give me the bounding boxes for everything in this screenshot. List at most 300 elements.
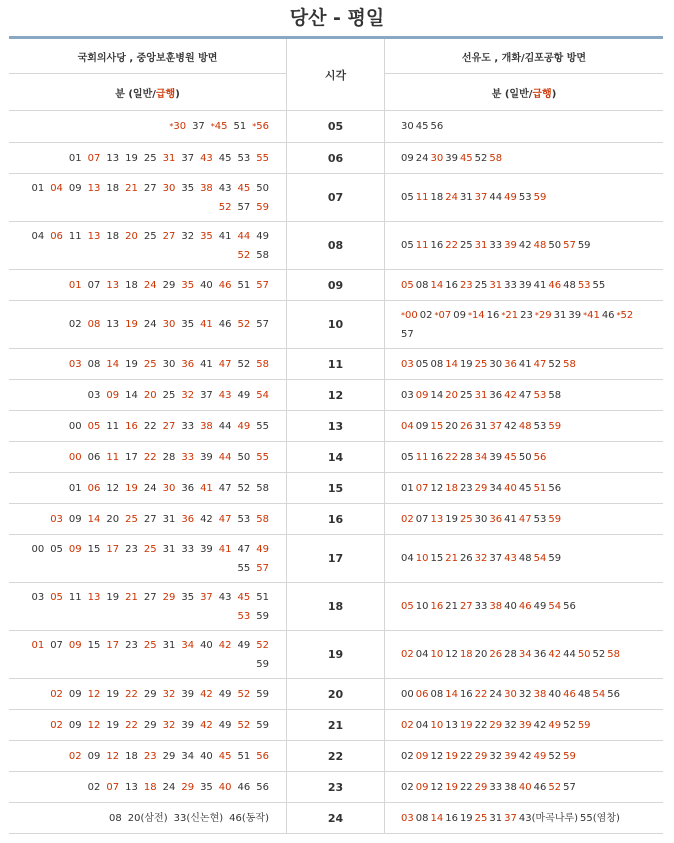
departure-minute: 18: [106, 230, 120, 242]
departure-minute: 02: [401, 513, 414, 525]
departure-minute: 49: [548, 719, 562, 731]
departure-minute: 24: [143, 279, 157, 291]
departure-minute: 13: [430, 513, 444, 525]
departure-minute: 38: [200, 182, 213, 194]
departure-minute: 39: [181, 719, 195, 731]
departure-minute: 13: [106, 279, 120, 291]
departure-minute: 59: [256, 610, 269, 622]
departure-minute: *56: [252, 121, 269, 132]
departure-minute: 39: [518, 279, 532, 291]
departure-minute: 40: [548, 688, 562, 700]
departure-minute: 05: [401, 601, 414, 612]
minute-line: [28, 246, 272, 265]
departure-minute: 37: [181, 152, 195, 164]
departure-minute: 41: [533, 279, 547, 291]
right-minutes-cell: [385, 380, 664, 411]
departure-minute: 11: [415, 240, 429, 251]
right-minutes-cell: [385, 535, 664, 583]
departure-minute: 07: [106, 781, 120, 793]
departure-minute: 29: [489, 719, 503, 731]
departure-minute: 36: [181, 482, 195, 494]
departure-minute: 08: [87, 319, 101, 330]
departure-minute: 57: [256, 279, 269, 291]
minute-line: [400, 236, 663, 255]
departure-minute: 19: [445, 513, 458, 525]
table-row: [9, 111, 663, 143]
departure-minute: 08: [430, 688, 444, 700]
departure-minute: 31: [474, 240, 488, 251]
departure-minute: 27: [143, 591, 157, 603]
departure-minute: 57: [563, 781, 576, 793]
departure-minute: 57: [256, 562, 269, 574]
table-row: [9, 583, 663, 631]
departure-minute: 36: [489, 513, 503, 525]
departure-minute: 56: [607, 688, 621, 700]
departure-minute: 04: [401, 553, 414, 564]
minute-line: [400, 549, 663, 568]
departure-minute: 42: [518, 750, 532, 762]
departure-minute: 42: [518, 240, 532, 251]
departure-minute: 19: [125, 319, 138, 330]
departure-minute: 09: [68, 182, 82, 194]
table-row: [9, 473, 663, 504]
departure-minute: 59: [548, 513, 562, 525]
departure-minute: 52: [474, 152, 488, 164]
departure-minute: 31: [474, 420, 488, 432]
departure-minute: 29: [143, 688, 157, 700]
departure-minute: 46: [563, 688, 576, 700]
departure-minute: 32: [504, 719, 517, 731]
departure-minute: 31: [162, 152, 176, 164]
departure-minute: 03: [68, 358, 82, 370]
right-minutes-cell: [385, 741, 664, 772]
departure-minute: 19: [106, 688, 120, 700]
departure-minute: 41: [200, 482, 213, 494]
departure-minute: 41: [518, 358, 532, 370]
table-row: [9, 380, 663, 411]
departure-minute: 38: [200, 420, 213, 432]
departure-minute: 59: [256, 658, 269, 670]
right-minutes-cell: [385, 222, 664, 270]
right-minute-legend: 분 (일반/급행): [385, 74, 664, 111]
departure-minute: 41: [218, 543, 232, 555]
departure-minute: 29: [162, 591, 176, 603]
departure-minute: 39: [181, 688, 195, 700]
departure-minute: 41: [200, 358, 213, 370]
departure-minute: 40: [504, 482, 517, 494]
departure-minute: 08: [415, 812, 429, 824]
departure-minute: 49: [533, 601, 547, 612]
departure-minute: 11: [68, 591, 82, 603]
departure-minute: 22: [143, 451, 157, 463]
departure-minute: 26: [489, 649, 503, 660]
departure-minute: 32: [518, 688, 532, 700]
departure-minute: 51: [533, 482, 547, 494]
departure-minute: 50: [548, 240, 562, 251]
departure-minute: 37: [489, 420, 503, 432]
departure-minute: 05: [50, 543, 63, 555]
departure-minute: 40: [200, 750, 213, 762]
departure-minute: 12: [87, 688, 101, 700]
departure-minute: 19: [106, 591, 120, 603]
departure-minute: 29: [181, 781, 195, 793]
departure-minute: 51: [233, 121, 247, 132]
minute-line: [66, 149, 272, 168]
right-direction-header: 선유도 , 개화/김포공항 방면: [385, 38, 664, 74]
departure-minute: 18: [106, 182, 120, 194]
departure-minute: 02: [401, 750, 414, 762]
hour-cell: 24: [287, 803, 385, 834]
departure-minute: 21: [445, 553, 458, 564]
departure-minute: 38: [489, 601, 503, 612]
departure-minute: 03: [401, 389, 414, 401]
departure-minute: 30: [474, 513, 488, 525]
departure-minute: 05: [50, 591, 63, 603]
departure-minute: 34: [489, 482, 503, 494]
departure-minute: 03: [401, 358, 414, 370]
departure-minute: 44: [218, 451, 232, 463]
departure-minute: 58: [607, 649, 621, 660]
minute-line: [400, 448, 663, 467]
departure-minute: 09: [87, 750, 101, 762]
minute-line: [28, 198, 272, 217]
departure-minute: 53: [533, 420, 547, 432]
departure-minute: 43: [504, 553, 517, 564]
departure-minute: 31: [489, 812, 503, 824]
departure-minute: 06: [87, 482, 101, 494]
departure-minute: 55(염창): [580, 812, 620, 824]
departure-minute: 29: [474, 781, 488, 793]
right-minutes-cell: [385, 111, 664, 143]
departure-minute: 59: [563, 750, 576, 762]
departure-minute: 37: [474, 192, 488, 203]
departure-minute: 17: [106, 639, 120, 651]
departure-minute: 30: [401, 121, 414, 132]
departure-minute: 34: [181, 750, 195, 762]
hour-cell: 09: [287, 270, 385, 301]
departure-minute: 21: [125, 182, 138, 194]
departure-minute: 47: [218, 482, 232, 494]
departure-minute: 59: [548, 420, 562, 432]
departure-minute: 19: [459, 358, 473, 370]
departure-minute: 20(삼전): [127, 812, 168, 824]
departure-minute: 59: [256, 688, 269, 700]
minute-line: [400, 597, 663, 616]
departure-minute: 48: [533, 240, 547, 251]
departure-minute: 12: [87, 719, 101, 731]
departure-minute: 52: [563, 719, 576, 731]
left-minutes-cell: [9, 803, 287, 834]
departure-minute: 52: [237, 319, 251, 330]
table-row: [9, 411, 663, 442]
departure-minute: *52: [616, 309, 634, 321]
minute-line: [47, 685, 272, 704]
minute-line: [66, 747, 272, 766]
departure-minute: 49: [237, 420, 251, 432]
departure-minute: 49: [256, 230, 269, 242]
hour-cell: 23: [287, 772, 385, 803]
minute-line: [400, 117, 663, 136]
departure-minute: 04: [401, 420, 414, 432]
departure-minute: 27: [459, 601, 473, 612]
timetable: [9, 36, 663, 834]
departure-minute: 13: [125, 781, 138, 793]
departure-minute: 00: [68, 451, 82, 463]
departure-minute: 14: [87, 513, 101, 525]
departure-minute: 23: [143, 750, 157, 762]
departure-minute: 43: [218, 182, 232, 194]
departure-minute: 37: [200, 389, 213, 401]
departure-minute: 02: [87, 781, 101, 793]
departure-minute: 42: [533, 719, 547, 731]
right-minutes-cell: [385, 504, 664, 535]
departure-minute: 42: [200, 719, 213, 731]
departure-minute: 47: [518, 389, 532, 401]
departure-minute: 45: [237, 591, 251, 603]
departure-minute: 15: [87, 543, 101, 555]
departure-minute: 19: [459, 812, 473, 824]
departure-minute: 44: [489, 192, 503, 203]
departure-minute: 20: [445, 389, 458, 401]
left-minutes-cell: [9, 504, 287, 535]
departure-minute: 48: [577, 688, 591, 700]
page-title: 당산 - 평일: [289, 7, 385, 29]
minute-line: [28, 655, 272, 674]
departure-minute: 19: [459, 719, 473, 731]
departure-minute: 33: [489, 240, 503, 251]
departure-minute: 18: [459, 649, 473, 660]
departure-minute: 17: [125, 451, 138, 463]
departure-minute: 19: [445, 781, 458, 793]
hour-cell: 06: [287, 143, 385, 174]
minute-line: [28, 607, 272, 626]
departure-minute: 08: [109, 812, 122, 824]
departure-minute: 07: [415, 513, 429, 525]
departure-minute: 02: [401, 781, 414, 793]
departure-minute: 45: [218, 750, 232, 762]
departure-minute: 31: [162, 513, 176, 525]
minute-line: [166, 117, 272, 136]
minute-line: [28, 179, 272, 198]
hour-cell: 13: [287, 411, 385, 442]
departure-minute: 53: [533, 389, 547, 401]
left-minutes-cell: [9, 222, 287, 270]
departure-minute: 42: [504, 389, 517, 401]
departure-minute: 22: [143, 420, 157, 432]
left-minute-legend: 분 (일반/급행): [9, 74, 287, 111]
departure-minute: 11: [106, 451, 120, 463]
departure-minute: 45: [237, 182, 251, 194]
left-minutes-cell: [9, 710, 287, 741]
departure-minute: 14: [430, 279, 444, 291]
departure-minute: 54: [533, 553, 547, 564]
departure-minute: 45: [459, 152, 473, 164]
departure-minute: 58: [489, 152, 503, 164]
departure-minute: 23: [520, 309, 533, 321]
departure-minute: 46: [548, 279, 562, 291]
departure-minute: 52: [237, 249, 251, 261]
minute-line: [47, 716, 272, 735]
minute-line: [47, 510, 272, 529]
departure-minute: 18: [143, 781, 157, 793]
departure-minute: 27: [162, 230, 176, 242]
departure-minute: 58: [256, 482, 269, 494]
left-minutes-cell: [9, 174, 287, 222]
departure-minute: 25: [474, 812, 488, 824]
departure-minute: 59: [577, 240, 591, 251]
departure-minute: 25: [143, 152, 157, 164]
departure-minute: 59: [533, 192, 547, 203]
hour-cell: 20: [287, 679, 385, 710]
departure-minute: 38: [504, 781, 517, 793]
departure-minute: 31: [162, 543, 176, 555]
departure-minute: 35: [181, 319, 195, 330]
departure-minute: 02: [50, 688, 63, 700]
departure-minute: 08: [87, 358, 101, 370]
minute-line: [400, 355, 663, 374]
departure-minute: 41: [218, 230, 232, 242]
departure-minute: 33: [489, 781, 503, 793]
right-minutes-cell: [385, 583, 664, 631]
right-minutes-cell: [385, 270, 664, 301]
departure-minute: 00: [401, 688, 414, 700]
departure-minute: 59: [256, 719, 269, 731]
departure-minute: 00: [31, 543, 45, 555]
departure-minute: 42: [200, 688, 213, 700]
departure-minute: 54: [256, 389, 269, 401]
hour-cell: 22: [287, 741, 385, 772]
departure-minute: 58: [256, 249, 269, 261]
departure-minute: 24: [143, 319, 157, 330]
departure-minute: 33: [181, 420, 195, 432]
departure-minute: 05: [401, 279, 414, 291]
departure-minute: 58: [563, 358, 576, 370]
departure-minute: 18: [125, 279, 138, 291]
departure-minute: 12: [106, 482, 120, 494]
departure-minute: 29: [474, 482, 488, 494]
left-minutes-cell: [9, 631, 287, 679]
departure-minute: 14: [445, 688, 458, 700]
minute-line: [28, 540, 272, 559]
departure-minute: 14: [106, 358, 120, 370]
table-row: [9, 349, 663, 380]
departure-minute: 01: [31, 182, 45, 194]
departure-minute: 40: [200, 639, 213, 651]
departure-minute: 17: [106, 543, 120, 555]
hour-cell: 17: [287, 535, 385, 583]
departure-minute: 28: [162, 451, 176, 463]
departure-minute: 11: [415, 451, 429, 463]
departure-minute: 22: [474, 688, 488, 700]
departure-minute: 36: [533, 649, 547, 660]
departure-minute: 53: [237, 610, 251, 622]
departure-minute: 56: [430, 121, 444, 132]
time-column-header: 시각: [287, 38, 385, 111]
departure-minute: 45: [518, 482, 532, 494]
departure-minute: 33(신논현): [173, 812, 224, 824]
departure-minute: 22: [125, 688, 138, 700]
departure-minute: 53: [577, 279, 591, 291]
departure-minute: 52: [218, 201, 232, 213]
departure-minute: 34: [474, 451, 488, 463]
departure-minute: 09: [453, 309, 466, 321]
departure-minute: *45: [210, 121, 228, 132]
right-minutes-cell: [385, 301, 664, 349]
departure-minute: 59: [577, 719, 591, 731]
hour-cell: 08: [287, 222, 385, 270]
departure-minute: 36: [489, 389, 503, 401]
departure-minute: 16: [430, 451, 444, 463]
left-minutes-cell: [9, 143, 287, 174]
departure-minute: 03: [87, 389, 101, 401]
departure-minute: 43(마곡나루): [518, 812, 579, 824]
departure-minute: *30: [169, 121, 187, 132]
departure-minute: 21: [445, 601, 458, 612]
departure-minute: 04: [415, 719, 429, 731]
departure-minute: 50: [256, 182, 269, 194]
departure-minute: 55: [592, 279, 606, 291]
minute-line: [66, 479, 272, 498]
departure-minute: 30: [162, 358, 176, 370]
departure-minute: 31: [162, 639, 176, 651]
departure-minute: 25: [143, 543, 157, 555]
departure-minute: 22: [445, 451, 458, 463]
departure-minute: 39: [518, 719, 532, 731]
departure-minute: 07: [87, 152, 101, 164]
departure-minute: 35: [200, 230, 213, 242]
departure-minute: 45: [504, 451, 517, 463]
departure-minute: 39: [200, 451, 213, 463]
departure-minute: 22: [125, 719, 138, 731]
departure-minute: 20: [445, 420, 458, 432]
hour-cell: 11: [287, 349, 385, 380]
departure-minute: 46: [237, 781, 251, 793]
departure-minute: 48: [518, 553, 532, 564]
minute-line: [28, 588, 272, 607]
table-row: [9, 741, 663, 772]
right-minutes-cell: [385, 772, 664, 803]
departure-minute: 49: [533, 750, 547, 762]
departure-minute: 03: [50, 513, 63, 525]
departure-minute: 41: [504, 513, 517, 525]
departure-minute: 35: [181, 182, 195, 194]
departure-minute: 25: [459, 513, 473, 525]
departure-minute: 40: [504, 601, 517, 612]
departure-minute: 39: [445, 152, 458, 164]
departure-minute: 30: [430, 152, 444, 164]
departure-minute: 09: [106, 389, 120, 401]
departure-minute: 58: [256, 358, 269, 370]
departure-minute: 32: [489, 750, 503, 762]
departure-minute: 08: [430, 358, 444, 370]
departure-minute: 42: [218, 639, 232, 651]
departure-minute: 58: [256, 513, 269, 525]
minute-line: [400, 188, 663, 207]
departure-minute: 01: [68, 482, 82, 494]
departure-minute: 09: [68, 639, 82, 651]
departure-minute: 24: [415, 152, 429, 164]
departure-minute: 10: [430, 719, 444, 731]
departure-minute: 42: [504, 420, 517, 432]
departure-minute: 46(동작): [229, 812, 269, 824]
departure-minute: 58: [548, 389, 562, 401]
departure-minute: 20: [474, 649, 488, 660]
departure-minute: 09: [68, 513, 82, 525]
departure-minute: 39: [568, 309, 582, 321]
table-row: [9, 535, 663, 583]
departure-minute: 02: [419, 309, 433, 321]
departure-minute: 40: [200, 279, 213, 291]
